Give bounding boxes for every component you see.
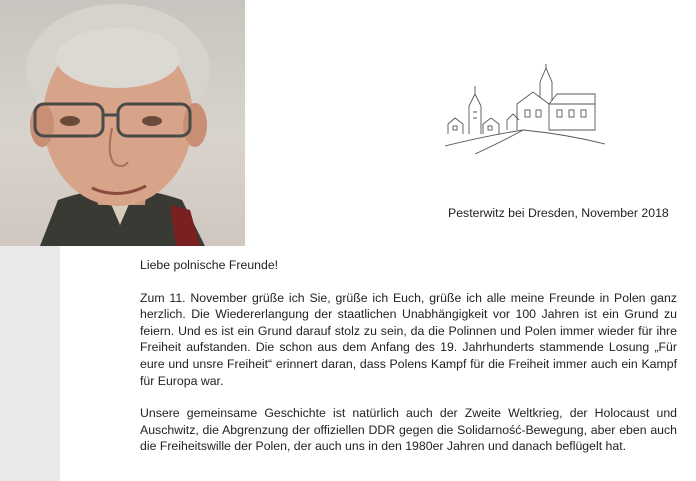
letter-paragraph: Zum 11. November grüße ich Sie, grüße ich Euch, grüße ich alle meine Freunde in Polen ganz herzlich. Die Wiedererlangung der staatlichen Unabhängigkeit vor 100 Jahren ist ein Grund zu feiern. Und es ist ein Grund darauf stolz zu sein, da die Polinnen und Polen immer wieder für ihre Freiheit aufstanden. Die schon aus dem Anfang des 19. Jahrhunderts stammende Losung „Für eure und unsre Freiheit“ erinnert daran, dass Polens Kampf für die Freiheit immer auch ein Kampf für Europa war.: [140, 290, 677, 388]
letter-salutation: Liebe polnische Freunde!: [140, 258, 279, 272]
village-church-sketch-icon: [445, 64, 605, 154]
place-date-line: Pesterwitz bei Dresden, November 2018: [448, 206, 669, 220]
portrait-photo: [0, 0, 245, 246]
letter-paragraph: Unsere gemeinsame Geschichte ist natürlich auch der Zweite Weltkrieg, der Holocaust und Auschwitz, die Abgrenzung der offiziellen DDR gegen die Solidarność-Bewegung, aber eben auch die Freiheitswille der Polen, der auch uns in den 1980er Jahren und danach beflügelt hat.: [140, 406, 677, 454]
portrait-illustration: [0, 0, 245, 246]
letter-body: [140, 257, 677, 455]
